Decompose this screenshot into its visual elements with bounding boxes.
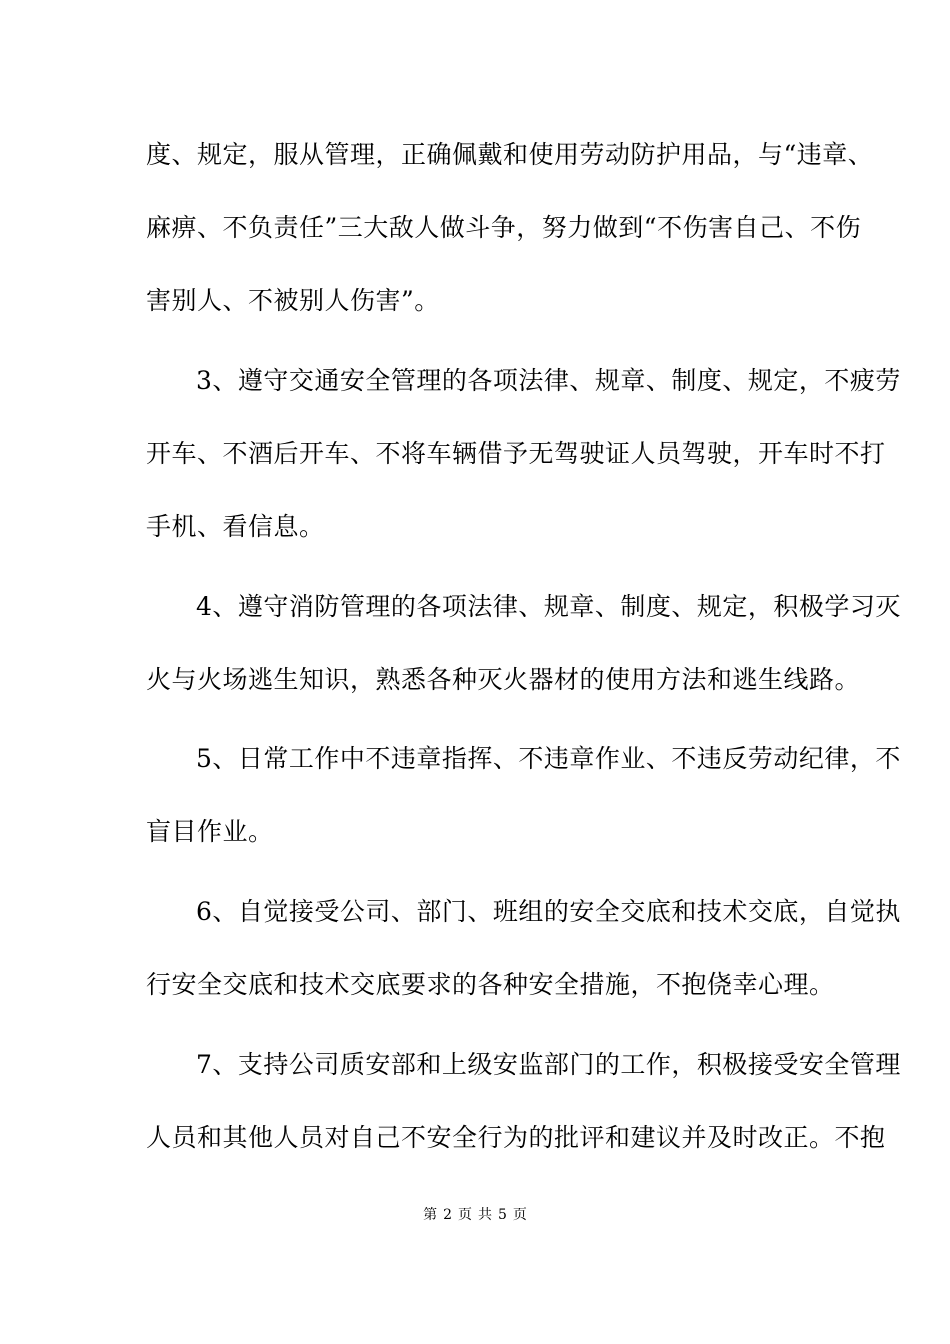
text-line: 火与火场逃生知识，熟悉各种灭火器材的使用方法和逃生线路。 [146,665,861,694]
text-line: 手机、看信息。 [146,512,325,541]
total-page-count: 5 [498,1207,507,1223]
footer-suffix: 页 [512,1207,527,1223]
footer-prefix: 第 [423,1207,438,1223]
text-line: 4、遵守消防管理的各项法律、规章、制度、规定，积极学习灭 [196,592,901,621]
text-line: 6、自觉接受公司、部门、班组的安全交底和技术交底，自觉执 [196,897,901,926]
footer-total-word: 共 [478,1207,492,1223]
text-line: 度、规定，服从管理，正确佩戴和使用劳动防护用品，与“违章、 [146,140,874,169]
current-page-number: 2 [443,1207,452,1223]
text-line: 开车、不酒后开车、不将车辆借予无驾驶证人员驾驶，开车时不打 [146,439,886,468]
text-line: 盲目作业。 [146,817,274,846]
page-number-footer [0,1206,950,1224]
footer-page-word: 页 [458,1207,472,1223]
text-line: 行安全交底和技术交底要求的各种安全措施，不抱侥幸心理。 [146,970,835,999]
text-line: 害别人、不被别人伤害”。 [146,286,440,315]
text-line: 人员和其他人员对自己不安全行为的批评和建议并及时改正。不抱 [146,1123,886,1152]
text-line: 5、日常工作中不违章指挥、不违章作业、不违反劳动纪律，不 [196,744,901,773]
text-line: 7、支持公司质安部和上级安监部门的工作，积极接受安全管理 [196,1050,901,1079]
text-line: 3、遵守交通安全管理的各项法律、规章、制度、规定，不疲劳 [196,366,901,395]
text-line: 麻痹、不负责任”三大敌人做斗争，努力做到“不伤害自己、不伤 [146,213,862,242]
